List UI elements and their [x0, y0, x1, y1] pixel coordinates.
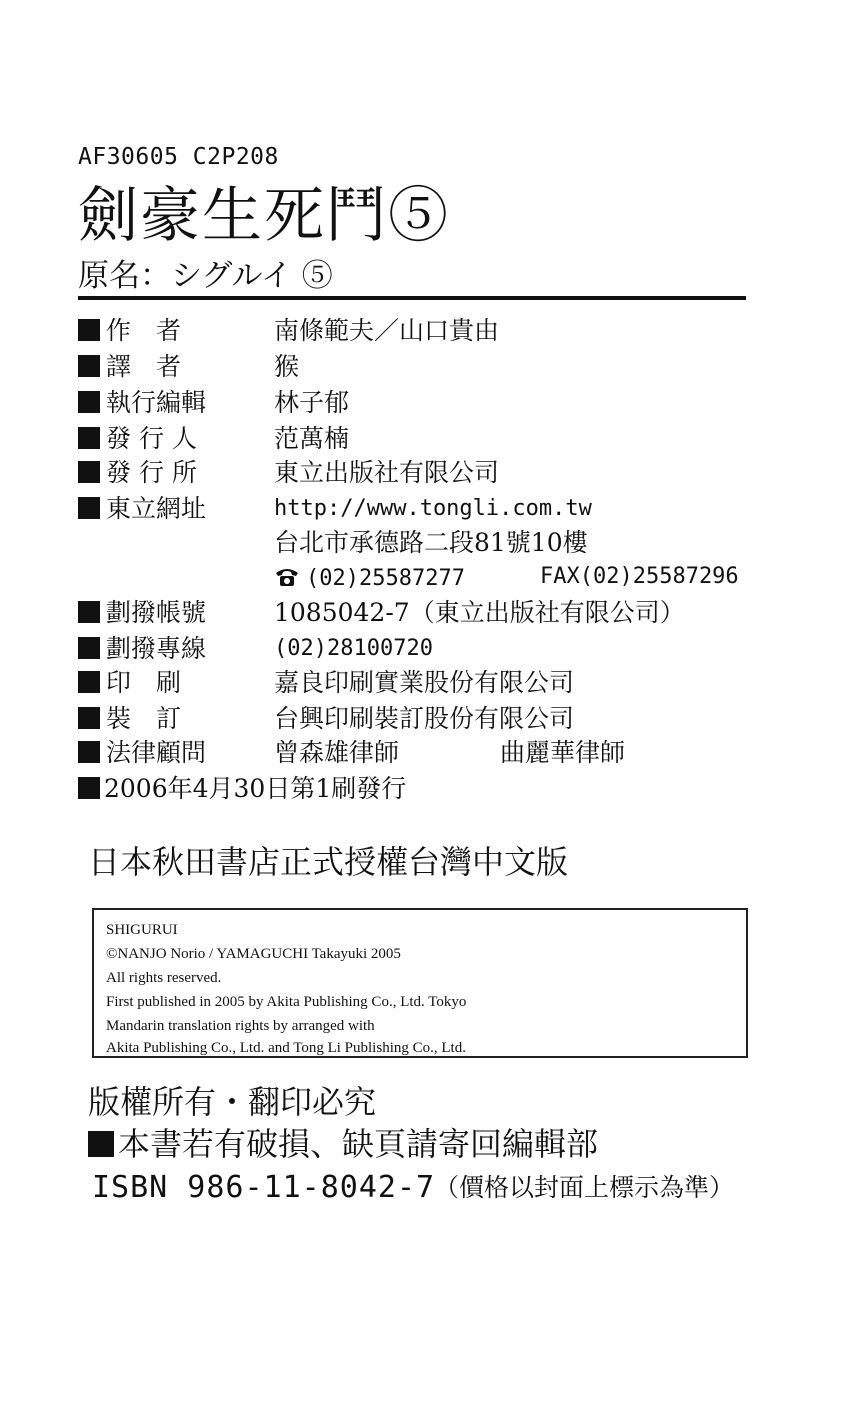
bullet-square-icon [78, 461, 100, 483]
copyright-line: Akita Publishing Co., Ltd. and Tong Li Publishing Co., Ltd. [106, 1040, 466, 1056]
return-notice [88, 1124, 598, 1164]
credit-label: 法律顧問 [106, 738, 207, 767]
credit-value: 台興印刷裝訂股份有限公司 [274, 704, 575, 733]
bullet-square-icon [78, 637, 100, 659]
bullet-square-icon [78, 391, 100, 413]
copyright-line: ©NANJO Norio / YAMAGUCHI Takayuki 2005 [106, 946, 401, 962]
bullet-square-icon [78, 355, 100, 377]
bullet-square-icon [78, 671, 100, 693]
credit-row-editor [78, 386, 350, 420]
copyright-box [92, 908, 748, 1058]
publication-date-text: 2006年4月30日第1刷發行 [104, 774, 407, 803]
publication-date [78, 772, 406, 806]
copyright-line: Mandarin translation rights by arranged with [106, 1018, 375, 1034]
credit-row-postal-line [78, 632, 433, 666]
credit-row-website [78, 492, 592, 526]
credit-value: 范萬楠 [274, 424, 350, 453]
book-title: 劍豪生死鬥⑤ [78, 181, 450, 251]
credit-row-translator [78, 350, 300, 384]
credit-value-secondary: 曲麗華律師 [500, 738, 626, 767]
credit-label: 發 行 所 [106, 458, 197, 487]
bullet-square-icon [78, 319, 100, 341]
bullet-square-icon [78, 777, 100, 799]
copyright-line: First published in 2005 by Akita Publishing Co., Ltd. Tokyo [106, 994, 467, 1010]
credit-row-publisher-person [78, 422, 350, 456]
header-divider [78, 296, 746, 300]
bullet-square-icon [78, 601, 100, 623]
phone-number: (02)25587277 [306, 566, 465, 591]
credit-value: (02)28100720 [274, 636, 433, 661]
address: 台北市承德路二段81號10樓 [274, 528, 588, 557]
bullet-square-icon [78, 741, 100, 763]
credit-label: 東立網址 [106, 494, 207, 523]
copyright-line: SHIGURUI [106, 922, 178, 938]
credit-label: 執行編輯 [106, 388, 207, 417]
credit-row-author [78, 314, 500, 348]
catalog-code: AF30605 C2P208 [78, 144, 279, 170]
credit-value: 嘉良印刷實業股份有限公司 [274, 668, 575, 697]
credit-value: 曾森雄律師 [274, 738, 400, 767]
credit-row-legal [78, 736, 626, 770]
credit-label: 發 行 人 [106, 424, 197, 453]
license-statement: 日本秋田書店正式授權台灣中文版 [88, 843, 569, 881]
credit-value: 林子郁 [274, 388, 350, 417]
bullet-square-icon [88, 1131, 114, 1157]
credit-row-printing [78, 666, 575, 700]
credit-label: 劃撥專線 [106, 634, 207, 663]
return-notice-text: 本書若有破損、缺頁請寄回編輯部 [118, 1125, 599, 1163]
fax-number: FAX(02)25587296 [540, 564, 739, 589]
credit-row-publisher [78, 456, 500, 490]
credit-label: 作 者 [106, 316, 182, 345]
contact-line [274, 560, 739, 596]
credit-label: 印 刷 [106, 668, 182, 697]
original-title: 原名：シグルイ ⑤ [78, 258, 333, 294]
price-note: （價格以封面上標示為準） [434, 1173, 735, 1202]
credit-value: 猴 [274, 352, 300, 381]
isbn: ISBN 986-11-8042-7 [92, 1170, 436, 1205]
bullet-square-icon [78, 707, 100, 729]
credit-value: 東立出版社有限公司 [274, 458, 500, 487]
telephone-icon [274, 562, 300, 582]
credit-label: 裝 訂 [106, 704, 182, 733]
copyright-line: All rights reserved. [106, 970, 222, 986]
credit-row-binding [78, 702, 575, 736]
bullet-square-icon [78, 497, 100, 519]
credit-value: 1085042-7（東立出版社有限公司） [274, 598, 685, 627]
credit-label: 譯 者 [106, 352, 182, 381]
rights-statement: 版權所有・翻印必究 [88, 1083, 377, 1121]
credit-value: 南條範夫／山口貴由 [274, 316, 500, 345]
website-link[interactable]: http://www.tongli.com.tw [274, 496, 592, 521]
credit-row-postal-account [78, 596, 685, 630]
credit-label: 劃撥帳號 [106, 598, 207, 627]
bullet-square-icon [78, 427, 100, 449]
